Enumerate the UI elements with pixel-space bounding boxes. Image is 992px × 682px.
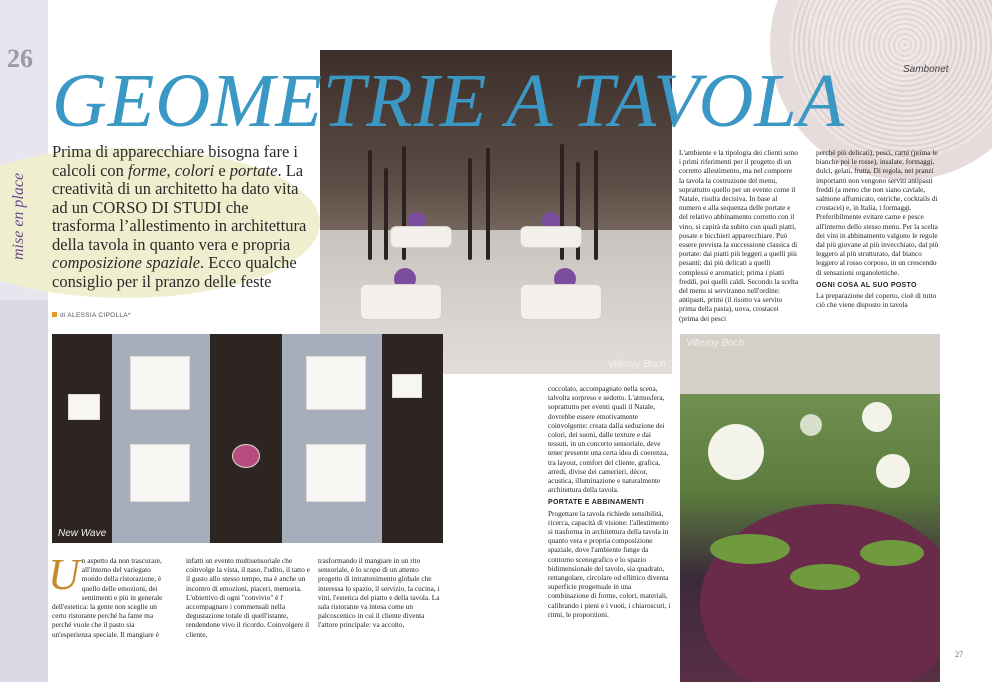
section-label: mise en place [10,172,27,260]
byline-marker [52,312,57,317]
article-title: GEOMETRIE A TAVOLA [52,59,846,143]
page-number-right: 27 [955,650,963,659]
photo-caption-left: New Wave [58,528,107,539]
photo-table-top-view [52,334,443,543]
body-column-6: perché più delicati), pesci, carni (prima le bianche poi le rosse), insalate, formaggi, dolci, gelati, frutta. Di regola, nei pranzi importanti non vengono serviti antipasti freddi (a meno che non siano caviale, salmone affumicato, ostriche, cocktails di crostacei) e, in Italia, i formaggi. Preferibilmente evitare carne e pesce all'interno dello stesso menu. Per la scelta dei vini in abbinamento valgono le regole dal più giovane al più invecchiato, dal più leggero al più strutturato, dal bianco leggero al rosso corposo, in un crescendo di sensazioni organolettiche. OGNI COSA AL SUO POSTO La preparazione del coperto, cioè di tutto ciò che viene disposto in tavola [816,148,939,310]
drop-cap: U [48,550,80,599]
article-intro: Prima di apparecchiare bisogna fare i calcoli con forme, colori e portate. La creatività di un architetto ha dato vita ad un CORSO DI STUDI che trasforma l’allestimento in architettura della tavola in quanto vera e propria composizione spaziale. Ecco qualche consiglio per il pranzo delle feste [52,142,307,291]
photo-caption-top: Villeroy Boch [607,359,666,370]
body-column-5: L'ambiente e la tipologia dei clienti sono i primi riferimenti per il progetto di un corretto allestimento, ma nel comporre la tavola la costruzione del menu, soprattutto quello per un evento come il Natale, risulta decisiva. In base al numero e alla sequenza delle portate e del relativo abbinamento corretto con il vino, si capirà da subito con quali piatti, posate e bicchieri apparecchiare. Può essere prevista la successione classica di portate: dai piatti più leggeri a quelli più pesanti; dai più delicati a quelli complessi e aromatici; prima i piatti freddi, poi quelli caldi. Secondo la scelta del menu si serviranno nell'ordine: antipasti, primi (il risotto va servito prima della pasta), uova, crostacei (prima dei pesci [679,148,799,323]
left-margin-shade [0,300,48,682]
page-number-left: 26 [7,44,33,73]
subheading-portate: PORTATE E ABBINAMENTI [548,499,645,507]
photo-caption-right: Villeroy Boch [686,338,745,349]
article-byline: di ALESSIA CIPOLLA* [52,312,131,319]
body-column-2: infatti un evento multisensoriale che coinvolge la vista, il naso, l'udito, il tatto e il gusto allo stesso tempo, ma è anche un incontro di emozioni, piaceri, memoria. L'obiettivo di ogni "convivio" è l' accompagnare i commensali nella degustazione totale di quell'istante, rendendone vivo il ricordo. Coinvolgere il cliente, [186,556,310,639]
body-column-4: coccolato, accompagnato nella scena, talvolta sorpreso e sedotto. L'atmosfera, soprattutto per eventi quali il Natale, dovrebbe essere emotivamente coinvolgente: creata dalla seduzione dei colori, dei suoni, dalle texture e dai tessuti, in un concerto sensoriale, deve tener presente una certa idea di coerenza, tra layout, comfort del cliente, grafica, arredi, divise dei camerieri, décor, acustica, illuminazione e naturalmente architettura della tavola. PORTATE E ABBINAMENTI Progettare la tavola richiede sensibilità, ricerca, capacità di visione: l'allestimento si trasforma in architettura della tavola in quanto vera e propria composizione spaziale, dove l'ambiente funge da contorno scenografico e lo spazio bidimensionale del tavolo, sia quadrato, rettangolare, circolare od ellittico diventa superficie progettuale in una combinazione di forme, colori, materiali, calibrando i pieni e i vuoti, i chiaroscuri, i ritmi, le proporzioni. [548,384,671,619]
plate-brand-caption: Sambonet [903,64,949,75]
photo-restaurant-interior [680,334,940,682]
body-column-3: trasformando il mangiare in un rito sensoriale, è lo scopo di un attento progetto di intrattenimento globale che interessa lo spazio, il servizio, la cucina, i vini, l'estetica del piatto e della tavola. La sala ristorante va intesa come un palcoscenico in cui il cliente diventa l'attore principale: va accolto, [318,556,440,630]
subheading-ogni-cosa: OGNI COSA AL SUO POSTO [816,281,917,289]
body-column-1: U n aspetto da non trascurare, all'interno del variegato mondo della ristorazione, è quello delle emozioni, dei sentimenti e più in generale dell'estetica: la gente non sceglie un certo ristorante perché ha fame ma perché vuole che il pasto sia un'esperienza speciale. Il mangiare è [48,550,163,639]
